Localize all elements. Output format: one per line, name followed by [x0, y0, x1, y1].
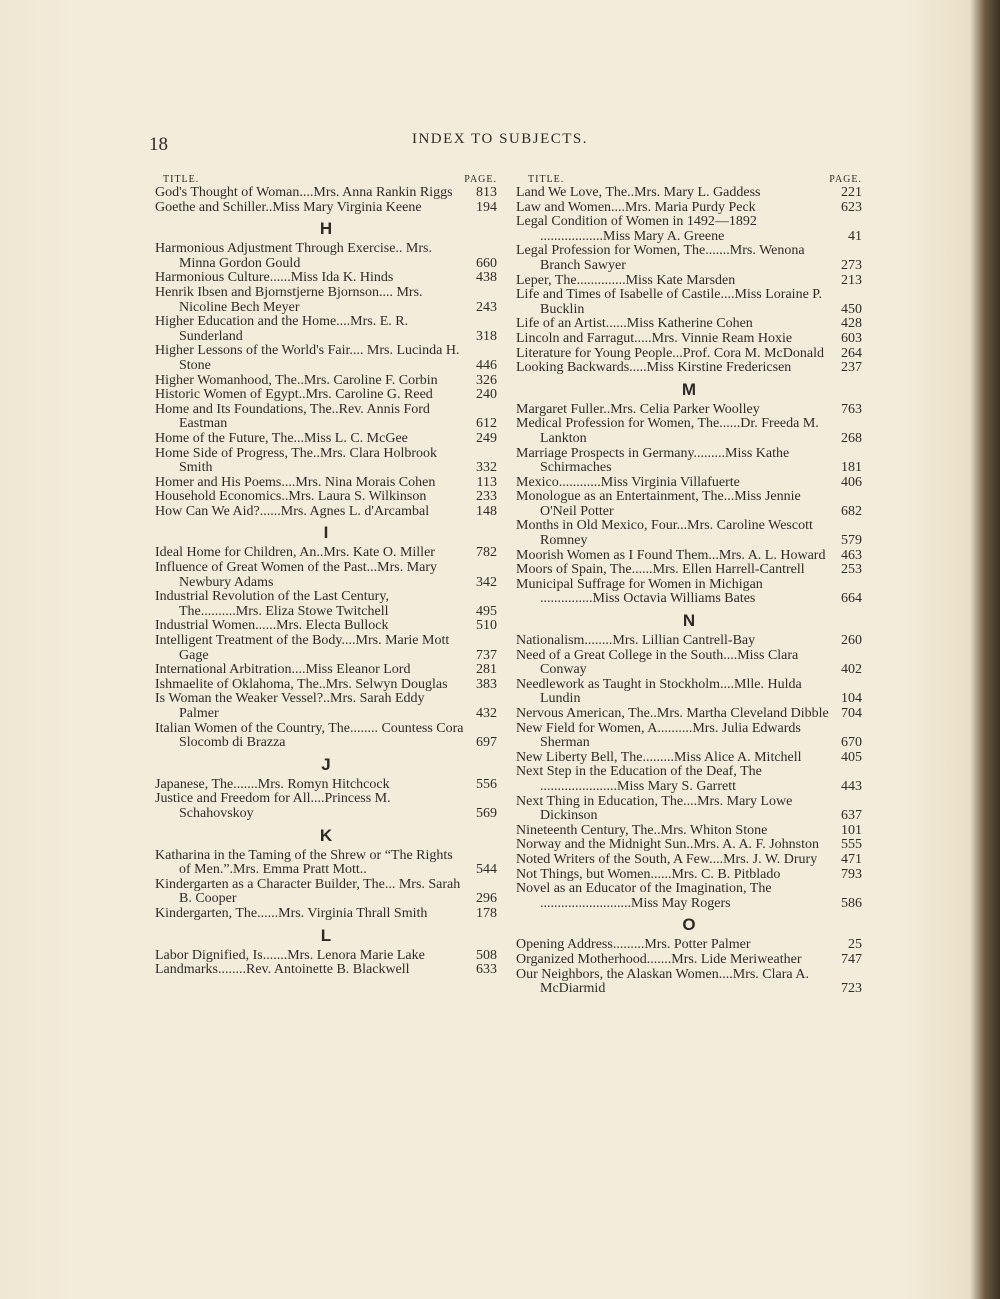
entry-title: Landmarks........Rev. Antoinette B. Blackwell	[155, 962, 410, 978]
entry-title: Harmonious Adjustment Through Exercise.. Mrs. Minna Gordon Gould	[155, 241, 432, 271]
entry-title: Municipal Suffrage for Women in Michigan ...............Miss Octavia Williams Bates	[516, 576, 763, 607]
entry-title: Land We Love, The..Mrs. Mary L. Gaddess	[516, 185, 761, 200]
entry-page-number: 586	[841, 895, 862, 911]
entry-title: Higher Lessons of the World's Fair.... Mrs. Lucinda H. Stone	[155, 343, 460, 373]
entry-title: Goethe and Schiller..Miss Mary Virginia Keene	[155, 199, 422, 215]
entry-title: Lincoln and Farragut.....Mrs. Vinnie Ream Hoxie	[516, 330, 793, 346]
index-entry	[155, 634, 497, 663]
entry-page-number: 623	[841, 199, 862, 215]
entry-title: Leper, The..............Miss Kate Marsden	[516, 272, 736, 288]
index-entry	[516, 634, 862, 649]
entry-title: Opening Address.........Mrs. Potter Palmer	[516, 937, 751, 953]
section-letter: N	[682, 611, 696, 631]
entry-page-number: 670	[841, 735, 862, 751]
entry-page-number: 697	[476, 735, 497, 751]
entry-page-number: 569	[476, 805, 497, 821]
entry-title: New Field for Women, A..........Mrs. Julia Edwards Sherman	[516, 720, 801, 751]
index-entry	[516, 953, 862, 968]
entry-page-number: 405	[841, 749, 862, 765]
entry-title: Kindergarten as a Character Builder, The... Mrs. Sarah B. Cooper	[155, 876, 461, 907]
index-entry	[516, 751, 862, 766]
entry-page-number: 704	[841, 706, 862, 721]
index-entry	[155, 792, 497, 821]
entry-page-number: 747	[841, 951, 862, 967]
entry-page-number: 260	[841, 633, 862, 649]
entry-page-number: 428	[841, 316, 862, 332]
index-entry	[516, 332, 862, 347]
entry-title: Home and Its Foundations, The..Rev. Annis Ford Eastman	[155, 401, 430, 432]
entry-title: Historic Women of Egypt..Mrs. Caroline G. Reed	[155, 387, 433, 403]
entry-title: Months in Old Mexico, Four...Mrs. Caroline Wescott Romney	[516, 518, 813, 549]
entry-page-number: 579	[841, 533, 862, 549]
entry-page-number: 181	[841, 460, 862, 476]
index-entry	[516, 361, 862, 376]
index-entry	[516, 707, 862, 722]
index-entry	[516, 824, 862, 839]
entry-page-number: 25	[848, 937, 862, 953]
left-entry-list	[155, 186, 497, 978]
entry-page-number: 240	[476, 387, 497, 403]
entry-title: Ishmaelite of Oklahoma, The..Mrs. Selwyn Douglas	[155, 676, 448, 692]
index-entry	[155, 315, 497, 344]
entry-title: Ideal Home for Children, An..Mrs. Kate O. Miller	[155, 545, 435, 561]
entry-title: Novel as an Educator of the Imagination, The ..........................Miss May Rogers	[516, 881, 772, 911]
index-entry	[516, 417, 862, 446]
index-entry	[516, 882, 862, 911]
entry-page-number: 213	[841, 272, 862, 288]
index-entry	[155, 271, 497, 286]
section-letter: I	[323, 523, 329, 543]
index-entry	[516, 403, 862, 418]
entry-page-number: 556	[476, 776, 497, 792]
index-entry	[155, 907, 497, 922]
entry-title: Nineteenth Century, The..Mrs. Whiton Stone	[516, 822, 768, 838]
index-entry	[516, 215, 862, 244]
entry-page-number: 41	[848, 228, 862, 244]
entry-title: Intelligent Treatment of the Body....Mrs. Marie Mott Gage	[155, 633, 450, 663]
entry-page-number: 723	[841, 981, 862, 997]
index-entry	[516, 317, 862, 332]
index-entry	[155, 619, 497, 634]
entry-title: Not Things, but Women......Mrs. C. B. Pitblado	[516, 866, 781, 882]
index-entry	[155, 344, 497, 373]
page-number: 18	[149, 134, 168, 155]
index-entry	[155, 447, 497, 476]
entry-page-number: 612	[476, 416, 497, 432]
entry-title: Literature for Young People...Prof. Cora M. McDonald	[516, 345, 824, 361]
index-entry	[516, 722, 862, 751]
index-entry	[155, 849, 497, 878]
entry-title: Higher Womanhood, The..Mrs. Caroline F. Corbin	[155, 372, 438, 388]
entry-page-number: 664	[841, 591, 862, 607]
entry-title: Henrik Ibsen and Bjornstjerne Bjornson.... Mrs. Nicoline Bech Meyer	[155, 284, 423, 315]
entry-title: Harmonious Culture......Miss Ida K. Hinds	[155, 270, 394, 286]
index-entry	[516, 347, 862, 362]
entry-title: Legal Condition of Women in 1492—1892 ..................Miss Mary A. Greene	[516, 214, 757, 244]
index-entry	[155, 432, 497, 447]
index-entry	[155, 963, 497, 978]
entry-title: Monologue as an Entertainment, The...Miss Jennie O'Neil Potter	[516, 489, 801, 519]
page-column-label: PAGE.	[829, 174, 862, 185]
entry-title: Influence of Great Women of the Past...Mrs. Mary Newbury Adams	[155, 560, 438, 590]
entry-page-number: 101	[841, 822, 862, 838]
index-entry	[516, 678, 862, 707]
entry-page-number: 438	[476, 270, 497, 286]
entry-page-number: 544	[476, 862, 497, 878]
entry-title: Life of an Artist......Miss Katherine Cohen	[516, 316, 753, 332]
index-entry	[516, 563, 862, 578]
index-entry	[516, 549, 862, 564]
entry-page-number: 264	[841, 345, 862, 361]
entry-page-number: 508	[476, 947, 497, 963]
index-entry	[155, 778, 497, 793]
index-entry	[155, 374, 497, 389]
index-entry	[516, 186, 862, 201]
index-entry	[516, 838, 862, 853]
entry-page-number: 450	[841, 301, 862, 317]
entry-page-number: 296	[476, 891, 497, 907]
entry-title: Needlework as Taught in Stockholm....Mlle. Hulda Lundin	[516, 676, 802, 707]
section-letter: H	[319, 219, 333, 239]
entry-page-number: 383	[476, 676, 497, 692]
entry-title: Home Side of Progress, The..Mrs. Clara Holbrook Smith	[155, 445, 438, 476]
entry-page-number: 402	[841, 662, 862, 678]
entry-page-number: 253	[841, 562, 862, 578]
title-column-label: TITLE.	[163, 174, 200, 185]
entry-page-number: 113	[476, 474, 497, 490]
section-letter: J	[321, 754, 331, 774]
entry-page-number: 603	[841, 330, 862, 346]
entry-page-number: 737	[476, 647, 497, 663]
entry-page-number: 813	[476, 185, 497, 200]
left-index-column	[155, 174, 497, 978]
index-entry	[516, 868, 862, 883]
entry-title: Kindergarten, The......Mrs. Virginia Thrall Smith	[155, 905, 428, 921]
index-entry	[516, 274, 862, 289]
entry-title: Medical Profession for Women, The......Dr. Freeda M. Lankton	[516, 416, 819, 446]
entry-title: Justice and Freedom for All....Princess M. Schahovskoy	[155, 791, 391, 821]
index-entry	[516, 578, 862, 607]
index-entry	[516, 244, 862, 273]
index-entry	[516, 795, 862, 824]
index-entry	[155, 505, 497, 520]
entry-title: Organized Motherhood.......Mrs. Lide Meriweather	[516, 951, 802, 967]
entry-page-number: 326	[476, 372, 497, 388]
entry-title: Noted Writers of the South, A Few....Mrs. J. W. Drury	[516, 851, 818, 867]
entry-title: Norway and the Midnight Sun..Mrs. A. A. F. Johnston	[516, 837, 820, 853]
entry-title: Need of a Great College in the South....Miss Clara Conway	[516, 647, 799, 678]
entry-title: Industrial Women......Mrs. Electa Bullock	[155, 618, 389, 634]
entry-title: Margaret Fuller..Mrs. Celia Parker Woolley	[516, 401, 760, 417]
index-entry	[155, 561, 497, 590]
entry-page-number: 763	[841, 401, 862, 417]
index-entry	[155, 286, 497, 315]
index-entry	[516, 519, 862, 548]
entry-page-number: 148	[476, 503, 497, 519]
entry-title: Italian Women of the Country, The........ Countess Cora Slocomb di Brazza	[155, 720, 464, 751]
section-letter: M	[681, 379, 697, 399]
entry-title: Next Step in the Education of the Deaf, The ......................Miss Mary S. Garrett	[516, 764, 762, 794]
index-entry	[516, 649, 862, 678]
entry-page-number: 443	[841, 778, 862, 794]
index-entry	[155, 490, 497, 505]
entry-page-number: 510	[476, 618, 497, 634]
entry-title: Looking Backwards.....Miss Kirstine Fredericsen	[516, 360, 792, 376]
entry-page-number: 682	[841, 503, 862, 519]
entry-title: Our Neighbors, the Alaskan Women....Mrs. Clara A. McDiarmid	[516, 966, 809, 997]
entry-page-number: 104	[841, 691, 862, 707]
index-entry	[516, 201, 862, 216]
index-entry	[516, 490, 862, 519]
entry-page-number: 471	[841, 851, 862, 867]
index-entry	[155, 878, 497, 907]
entry-title: Japanese, The.......Mrs. Romyn Hitchcock	[155, 776, 390, 792]
entry-title: Household Economics..Mrs. Laura S. Wilkinson	[155, 489, 427, 505]
entry-page-number: 793	[841, 866, 862, 882]
index-entry	[155, 403, 497, 432]
section-letter: L	[320, 925, 332, 945]
entry-page-number: 221	[841, 185, 862, 200]
entry-page-number: 406	[841, 474, 862, 490]
index-entry	[516, 968, 862, 997]
index-entry	[155, 692, 497, 721]
entry-title: Moors of Spain, The......Mrs. Ellen Harrell-Cantrell	[516, 562, 805, 578]
entry-title: New Liberty Bell, The.........Miss Alice A. Mitchell	[516, 749, 802, 765]
index-entry	[516, 765, 862, 794]
entry-page-number: 178	[476, 905, 497, 921]
entry-title: Homer and His Poems....Mrs. Nina Morais Cohen	[155, 474, 436, 490]
entry-page-number: 233	[476, 489, 497, 505]
entry-title: Industrial Revolution of the Last Century, The..........Mrs. Eliza Stowe Twitchell	[155, 589, 389, 619]
entry-page-number: 463	[841, 547, 862, 563]
index-entry	[155, 663, 497, 678]
entry-page-number: 446	[476, 357, 497, 373]
entry-page-number: 243	[476, 299, 497, 315]
index-entry	[516, 938, 862, 953]
entry-title: Mexico............Miss Virginia Villafuerte	[516, 474, 740, 490]
entry-title: International Arbitration....Miss Eleanor Lord	[155, 662, 411, 678]
section-letter: O	[682, 915, 696, 935]
entry-page-number: 633	[476, 962, 497, 978]
entry-title: God's Thought of Woman....Mrs. Anna Rankin Riggs	[155, 185, 453, 200]
entry-page-number: 555	[841, 837, 862, 853]
entry-page-number: 318	[476, 328, 497, 344]
entry-title: Legal Profession for Women, The.......Mrs. Wenona Branch Sawyer	[516, 243, 805, 273]
entry-page-number: 237	[841, 360, 862, 376]
entry-title: How Can We Aid?......Mrs. Agnes L. d'Arcambal	[155, 503, 430, 519]
entry-title: Next Thing in Education, The....Mrs. Mary Lowe Dickinson	[516, 793, 793, 824]
entry-page-number: 660	[476, 255, 497, 271]
entry-page-number: 782	[476, 545, 497, 561]
page-column-label: PAGE.	[464, 174, 497, 185]
entry-title: Marriage Prospects in Germany.........Miss Kathe Schirmaches	[516, 445, 790, 476]
entry-title: Labor Dignified, Is.......Mrs. Lenora Marie Lake	[155, 947, 425, 963]
index-entry	[155, 186, 497, 201]
entry-title: Higher Education and the Home....Mrs. E. R. Sunderland	[155, 314, 409, 344]
index-entry	[155, 546, 497, 561]
entry-page-number: 281	[476, 662, 497, 678]
entry-page-number: 249	[476, 430, 497, 446]
entry-title: Nationalism........Mrs. Lillian Cantrell-Bay	[516, 633, 756, 649]
entry-page-number: 495	[476, 603, 497, 619]
index-entry	[155, 678, 497, 693]
entry-title: Is Woman the Weaker Vessel?..Mrs. Sarah Eddy Palmer	[155, 691, 425, 721]
right-index-column	[516, 174, 862, 997]
index-entry	[155, 949, 497, 964]
entry-title: Law and Women....Mrs. Maria Purdy Peck	[516, 199, 756, 215]
entry-title: Nervous American, The..Mrs. Martha Cleveland Dibble	[516, 706, 829, 721]
entry-page-number: 432	[476, 706, 497, 721]
section-letter: K	[319, 825, 333, 845]
entry-page-number: 332	[476, 460, 497, 476]
entry-title: Katharina in the Taming of the Shrew or “The Rights of Men.”.Mrs. Emma Pratt Mott..	[155, 847, 453, 878]
entry-title: Moorish Women as I Found Them...Mrs. A. L. Howard	[516, 547, 826, 563]
entry-page-number: 342	[476, 574, 497, 590]
entry-page-number: 637	[841, 808, 862, 824]
entry-title: Life and Times of Isabelle of Castile....Miss Loraine P. Bucklin	[516, 287, 823, 317]
index-entry	[155, 242, 497, 271]
entry-title: Home of the Future, The...Miss L. C. McGee	[155, 430, 408, 446]
entry-page-number: 268	[841, 430, 862, 446]
index-entry	[516, 288, 862, 317]
index-entry	[516, 853, 862, 868]
index-entry	[155, 201, 497, 216]
entry-page-number: 273	[841, 257, 862, 273]
index-entry	[155, 476, 497, 491]
right-entry-list	[516, 186, 862, 997]
index-entry	[155, 388, 497, 403]
index-entry	[155, 590, 497, 619]
running-head: INDEX TO SUBJECTS.	[411, 131, 589, 147]
index-entry	[155, 722, 497, 751]
title-column-label: TITLE.	[528, 174, 565, 185]
index-entry	[516, 476, 862, 491]
index-entry	[516, 447, 862, 476]
entry-page-number: 194	[476, 199, 497, 215]
